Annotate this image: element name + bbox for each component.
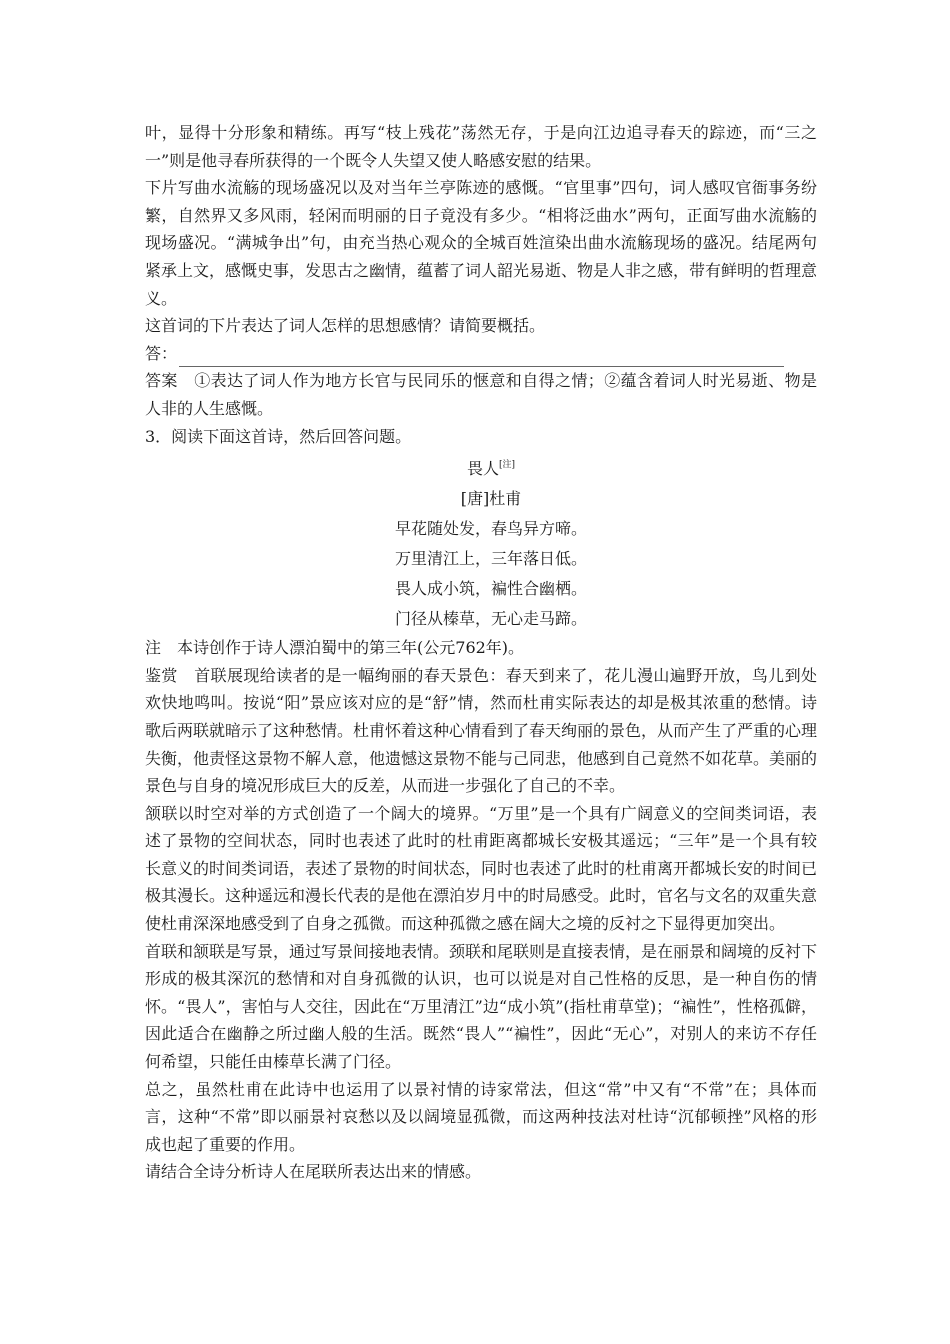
note-label: 注: [145, 638, 162, 658]
analysis-paragraph-2: 下片写曲水流觞的现场盛况以及对当年兰亭陈迹的感慨。“官里事”四句，词人感叹官衙事务纷繁，自然界又多风雨，轻闲而明丽的日子竟没有多少。“相将泛曲水”两句，正面写曲水流觞的现场盛况。“满城争出”句，由充当热心观众的全城百姓渲染出曲水流觞现场的盛况。结尾两句紧承上文，感慨史事，发思古之幽情，蕴蓄了词人韶光易逝、物是人非之感，带有鲜明的哲理意义。: [145, 178, 818, 308]
poem-line: 万里清江上，三年落日低。: [394, 549, 587, 569]
final-question: 请结合全诗分析诗人在尾联所表达出来的情感。: [145, 1162, 482, 1182]
appreciation-paragraph-2: 颔联以时空对举的方式创造了一个阔大的境界。“万里”是一个具有广阔意义的空间类词语，表述了景物的空间状态，同时也表述了此时的杜甫距离都城长安极其遥远；“三年”是一个具有较长意义的时间类词语，表述了景物的时间状态，同时也表述了此时的杜甫离开都城长安的时间已极其漫长。这种遥远和漫长代表的是他在漂泊岁月中的时局感受。此时，官名与文名的双重失意使杜甫深深地感受到了自身之孤微。而这种孤微之感在阔大之境的反衬之下显得更加突出。: [145, 803, 818, 934]
poem-author: [唐]杜甫: [460, 489, 522, 509]
question-text: 这首词的下片表达了词人怎样的思想感情？请简要概括。: [145, 316, 546, 336]
answer-label: 答案: [145, 371, 178, 391]
answer-prompt: 答：: [145, 343, 178, 363]
poem-title-text: 畏人: [466, 459, 499, 479]
appreciation-paragraph-4: 总之，虽然杜甫在此诗中也运用了以景衬情的诗家常法，但这“常”中又有“不常”在；具体而言，这种“不常”即以丽景衬哀愁以及以阔境显孤微，而这两种技法对杜诗“沉郁顿挫”风格的形成也起了重要的作用。: [145, 1079, 817, 1154]
note-paragraph: [145, 634, 817, 662]
question-3: 3．阅读下面这首诗，然后回答问题。: [145, 426, 412, 446]
poem-line: 门径从榛草，无心走马蹄。: [394, 609, 587, 629]
poem-line: 畏人成小筑，褊性合幽栖。: [394, 579, 587, 599]
appreciation-paragraph-3: 首联和颔联是写景，通过写景间接地表情。颈联和尾联则是直接表情，是在丽景和阔境的反衬下形成的极其深沉的愁情和对自身孤微的认识，也可以说是对自己性格的反思，是一种自伤的情怀。“畏人”，害怕与人交往，因此在“万里清江”边“成小筑”(指杜甫草堂)；“褊性”，性格孤僻，因此适合在幽静之所过幽人般的生活。既然“畏人”“褊性”，因此“无心”，对别人的来访不存任何希望，只能任由榛草长满了门径。: [145, 941, 818, 1072]
appreciation-label: 鉴赏: [145, 665, 178, 685]
analysis-paragraph-1: 叶，显得十分形象和精练。再写“枝上残花”荡然无存，于是向江边追寻春天的踪迹，而“三之一”则是他寻春所获得的一个既令人失望又使人略感安慰的结果。: [145, 123, 817, 170]
answer-line: [145, 340, 817, 368]
text-column: [145, 119, 817, 1186]
appreciation-text: 首联展现给读者的是一幅绚丽的春天景色：春天到来了，花儿漫山遍野开放，鸟儿到处欢快地鸣叫。按说“阳”景应该对应的是“舒”情，然而杜甫实际表达的却是极其浓重的愁情。诗歌后两联就暗示了这种愁情。杜甫怀着这种心情看到了春天绚丽的景色，从而产生了严重的心理失衡，他责怪这景物不解人意，他遗憾这景物不能与己同悲，他感到自己竟然不如花草。美丽的景色与自身的境况形成巨大的反差，从而进一步强化了自己的不幸。: [145, 665, 818, 796]
note-text: 本诗创作于诗人漂泊蜀中的第三年(公元762年)。: [177, 638, 525, 658]
answer-paragraph: [145, 367, 817, 422]
poem-note-mark: [注]: [498, 460, 516, 471]
answer-text: ①表达了词人作为地方长官与民同乐的惬意和自得之情；②蕴含着词人时光易逝、物是人非的人生感慨。: [145, 371, 817, 418]
poem-line: 早花随处发，春鸟异方啼。: [394, 519, 587, 539]
poem-title: [145, 450, 817, 484]
appreciation-paragraph: [145, 662, 817, 800]
answer-blank: [179, 352, 784, 367]
